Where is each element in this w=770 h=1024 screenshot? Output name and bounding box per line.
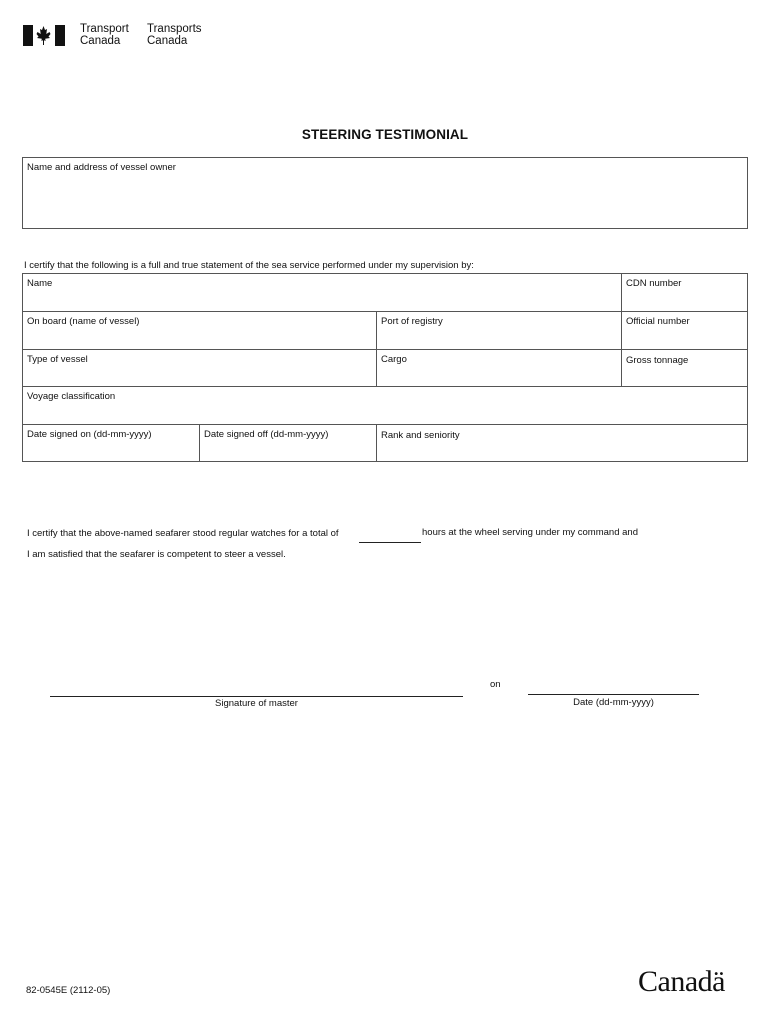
vessel-name-field[interactable]	[22, 311, 377, 350]
dept-fr-line2: Canada	[147, 35, 188, 47]
watch-statement-part2: hours at the wheel serving under my command and	[422, 527, 638, 538]
dept-en-line2: Canada	[80, 35, 121, 47]
canada-wordmark	[638, 967, 725, 997]
cdn-number-field[interactable]	[621, 273, 748, 312]
dept-fr-line1: Transports	[147, 23, 202, 35]
voyage-classification-field[interactable]	[22, 386, 748, 425]
owner-field[interactable]	[22, 157, 748, 229]
vessel-name-label: On board (name of vessel)	[27, 316, 140, 327]
name-field[interactable]	[22, 273, 622, 312]
gross-tonnage-field[interactable]	[621, 349, 748, 387]
canada-wordmark-text: Canadä	[638, 965, 725, 998]
dept-name-fr	[147, 23, 202, 47]
vessel-type-field[interactable]	[22, 349, 377, 387]
form-number: 82-0545E (2112-05)	[26, 985, 111, 996]
signature-date-label: Date (dd-mm-yyyy)	[573, 697, 654, 708]
certify-statement: I certify that the following is a full and true statement of the sea service performed under my supervision by:	[24, 260, 474, 271]
maple-leaf-icon	[35, 25, 52, 46]
date-signed-off-field[interactable]	[199, 424, 377, 462]
rank-seniority-label: Rank and seniority	[381, 430, 460, 441]
date-signed-off-label: Date signed off (dd-mm-yyyy)	[204, 429, 329, 440]
cargo-field[interactable]	[376, 349, 622, 387]
cargo-label: Cargo	[381, 354, 407, 365]
master-signature-line[interactable]	[50, 696, 463, 697]
voyage-classification-label: Voyage classification	[27, 391, 116, 402]
master-signature-label: Signature of master	[215, 698, 298, 709]
cdn-number-label: CDN number	[626, 278, 682, 289]
hours-input-line[interactable]	[359, 542, 421, 543]
flag-bar-left	[23, 25, 33, 46]
dept-name-en	[80, 23, 129, 47]
signature-date-line[interactable]	[528, 694, 699, 695]
date-signed-on-field[interactable]	[22, 424, 200, 462]
name-label: Name	[27, 278, 53, 289]
watch-statement-line2: I am satisfied that the seafarer is competent to steer a vessel.	[27, 549, 286, 560]
on-text: on	[490, 679, 501, 690]
official-number-field[interactable]	[621, 311, 748, 350]
port-of-registry-label: Port of registry	[381, 316, 443, 327]
page-title: STEERING TESTIMONIAL	[301, 127, 469, 142]
owner-label: Name and address of vessel owner	[27, 162, 176, 173]
dept-en-line1: Transport	[80, 23, 129, 35]
flag-bar-right	[55, 25, 65, 46]
date-signed-on-label: Date signed on (dd-mm-yyyy)	[27, 429, 152, 440]
port-of-registry-field[interactable]	[376, 311, 622, 350]
gross-tonnage-label: Gross tonnage	[626, 355, 689, 366]
vessel-type-label: Type of vessel	[27, 354, 88, 365]
watch-statement-part1: I certify that the above-named seafarer stood regular watches for a total of	[27, 528, 339, 539]
rank-seniority-field[interactable]	[376, 424, 748, 462]
official-number-label: Official number	[626, 316, 690, 327]
